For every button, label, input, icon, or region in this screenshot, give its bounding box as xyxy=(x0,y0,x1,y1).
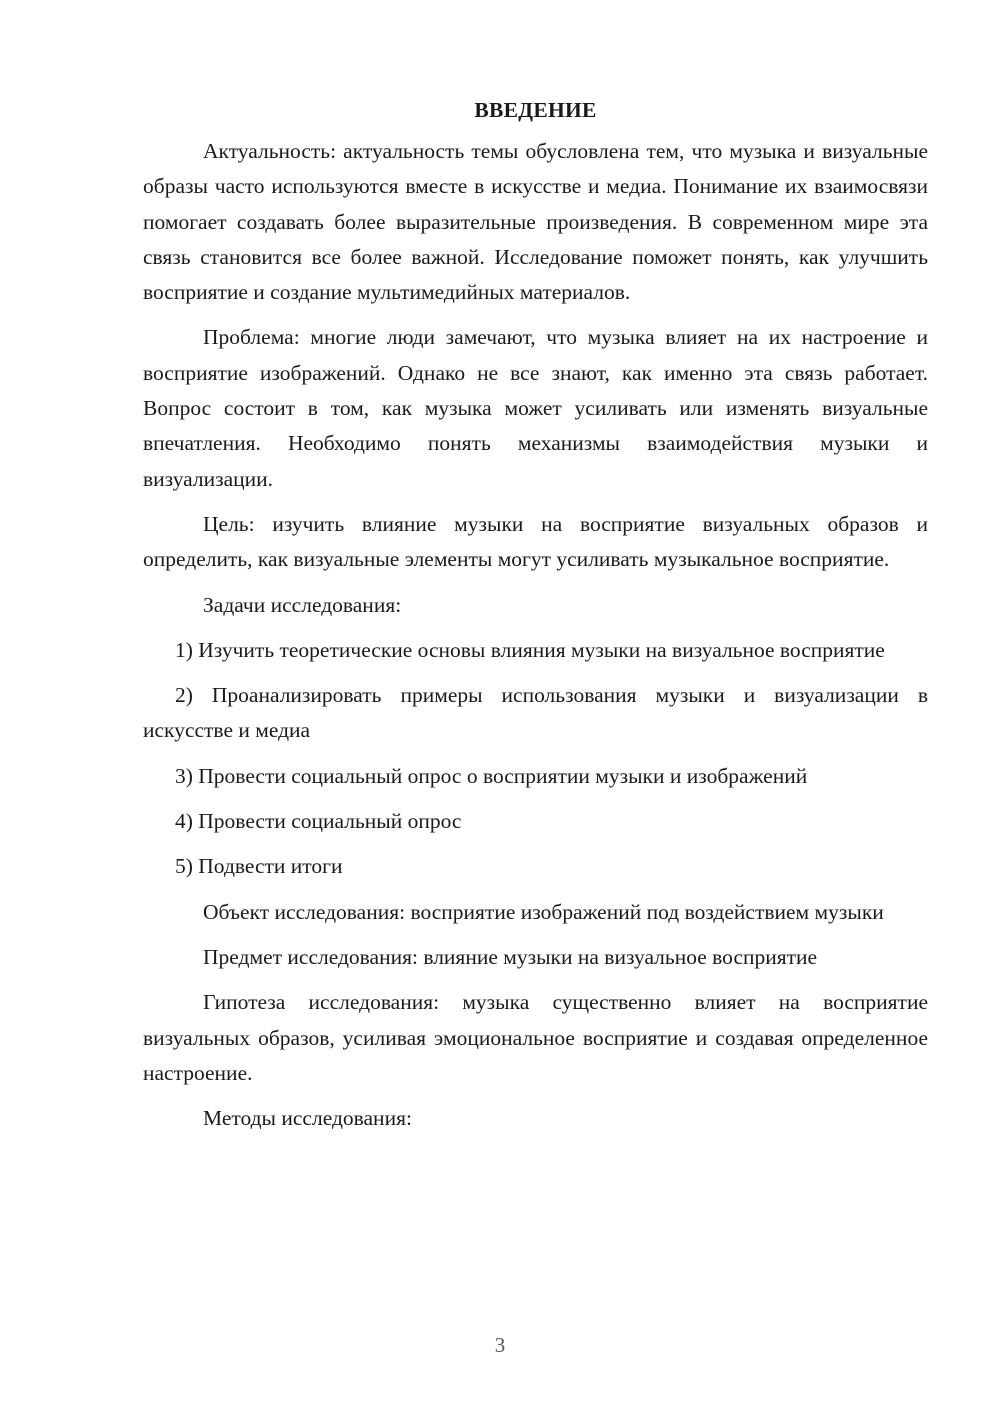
paragraph-hypothesis: Гипотеза исследования: музыка существенно влияет на восприятие визуальных образов, усиливая эмоциональное восприятие и создавая определенное настроение. xyxy=(143,990,928,1085)
page-number: 3 xyxy=(494,1333,506,1357)
paragraph-goal: Цель: изучить влияние музыки на восприятие визуальных образов и определить, как визуальные элементы могут усиливать музыкальное восприятие. xyxy=(143,511,928,572)
paragraph-subject: Предмет исследования: влияние музыки на визуальное восприятие xyxy=(203,944,818,969)
paragraph-methods: Методы исследования: xyxy=(203,1106,412,1131)
paragraph-object: Объект исследования: восприятие изображений под воздействием музыки xyxy=(203,899,884,924)
task-item-2: 2) Проанализировать примеры использования музыки и визуализации в искусстве и медиа xyxy=(143,683,928,743)
paragraph-relevance: Актуальность: актуальность темы обусловлена тем, что музыка и визуальные образы часто используются вместе в искусстве и медиа. Понимание их взаимосвязи помогает создавать более выразительные произведения. В современном мире эта связь становится все более важной. Исследование поможет понять, как улучшить восприятие и создание мультимедийных материалов. xyxy=(143,139,928,305)
section-title: ВВЕДЕНИЕ xyxy=(474,98,597,122)
task-item-1: 1) Изучить теоретические основы влияния музыки на визуальное восприятие xyxy=(175,637,885,662)
paragraph-tasks-heading: Задачи исследования: xyxy=(203,592,402,617)
task-item-5: 5) Подвести итоги xyxy=(175,854,343,879)
document-page xyxy=(143,93,928,1146)
paragraph-problem: Проблема: многие люди замечают, что музыка влияет на их настроение и восприятие изображений. Однако не все знают, как именно эта связь работает. Вопрос состоит в том, как музыка может усиливать или изменять визуальные впечатления. Необходимо понять механизмы взаимодействия музыки и визуализации. xyxy=(143,325,928,491)
task-item-3: 3) Провести социальный опрос о восприятии музыки и изображений xyxy=(175,763,808,788)
task-item-4: 4) Провести социальный опрос xyxy=(175,809,462,834)
